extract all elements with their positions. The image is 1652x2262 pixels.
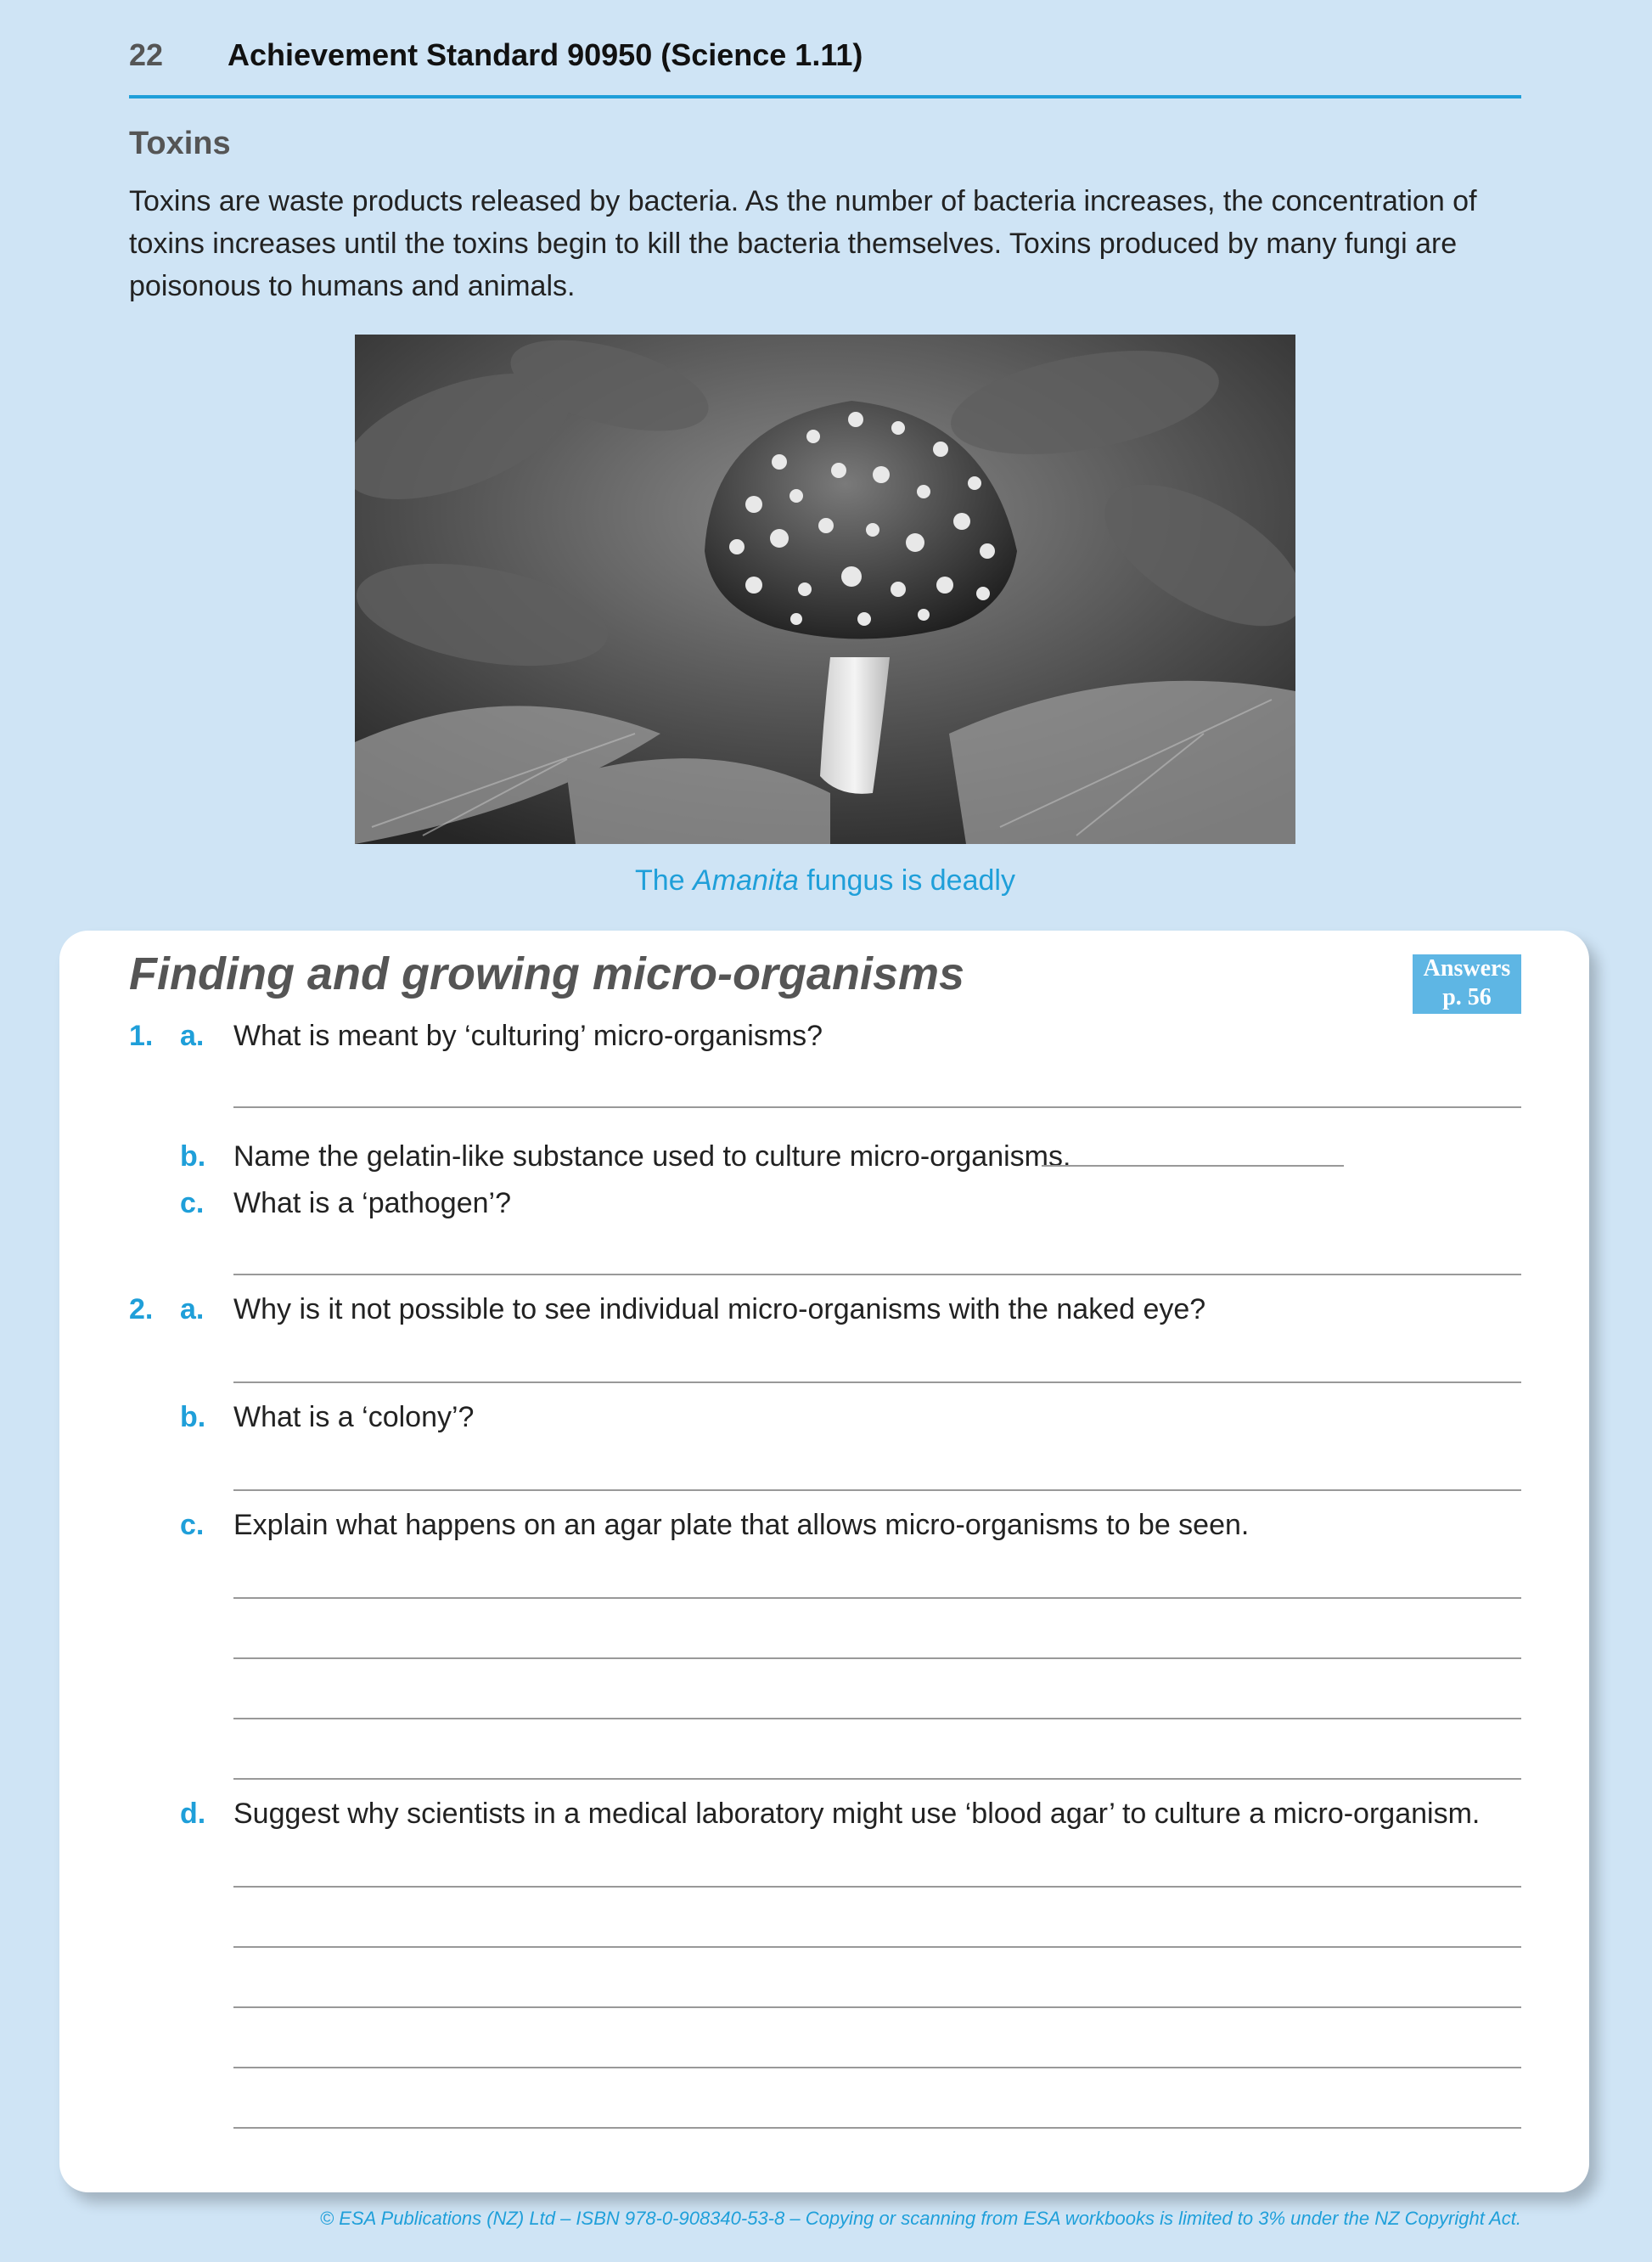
question-1a-text: What is meant by ‘culturing’ micro-organisms? [233,1020,823,1052]
answer-line-2d-3[interactable] [233,2006,1521,2008]
answers-label: Answers [1423,955,1511,982]
question-1c-text: What is a ‘pathogen’? [233,1187,511,1219]
answer-line-1a[interactable] [233,1106,1521,1108]
figure-caption [355,864,1295,897]
question-2b-text: What is a ‘colony’? [233,1401,475,1433]
answer-line-1b[interactable] [1042,1165,1344,1167]
question-2c-label: c. [180,1509,205,1541]
answer-line-2b[interactable] [233,1489,1521,1491]
answer-line-2c-2[interactable] [233,1657,1521,1659]
answer-line-1c[interactable] [233,1274,1521,1275]
answers-page: p. 56 [1442,984,1492,1010]
section-body: Toxins are waste products released by bacteria. As the number of bacteria increases, the concentration of toxins increases until the toxins begin to kill the bacteria themselves. Toxins produced by many fungi are poisonous to humans and animals. [129,185,1477,302]
amanita-mushroom-photo [355,335,1295,844]
answer-line-2c-4[interactable] [233,1778,1521,1780]
question-1-number: 1. [129,1020,154,1052]
question-2a-text: Why is it not possible to see individual micro-organisms with the naked eye? [233,1293,1206,1325]
question-2c-text: Explain what happens on an agar plate that allows micro-organisms to be seen. [233,1509,1250,1541]
caption-post: fungus is deadly [798,864,1015,897]
question-1b-text: Name the gelatin-like substance used to culture micro-organisms. [233,1140,1071,1173]
standard-title: Achievement Standard 90950 (Science 1.11) [228,37,863,72]
question-2a-label: a. [180,1293,205,1325]
question-2b-label: b. [180,1401,206,1433]
question-1a-label: a. [180,1020,205,1052]
activity-panel [59,931,1589,2192]
answer-line-2c-1[interactable] [233,1597,1521,1599]
activity-title: Finding and growing micro-organisms [129,948,965,999]
answer-line-2c-3[interactable] [233,1718,1521,1719]
question-2-number: 2. [129,1293,154,1325]
question-1c-label: c. [180,1187,205,1219]
answer-line-2a[interactable] [233,1381,1521,1383]
question-1b-label: b. [180,1140,206,1173]
answer-line-2d-4[interactable] [233,2067,1521,2068]
answers-badge [1413,954,1521,1014]
section-title: Toxins [129,126,231,161]
caption-italic: Amanita [693,864,799,897]
page-header [129,37,1521,98]
answer-line-2d-2[interactable] [233,1946,1521,1948]
page-number: 22 [129,37,164,72]
question-2d-label: d. [180,1798,206,1830]
copyright-footer: © ESA Publications (NZ) Ltd – ISBN 978-0-908340-53-8 – Copying or scanning from ESA workbooks is limited to 3% under the NZ Copyright Act. [319,2208,1521,2229]
answer-line-2d-1[interactable] [233,1886,1521,1888]
answer-line-2d-5[interactable] [233,2127,1521,2129]
question-2d-text: Suggest why scientists in a medical laboratory might use ‘blood agar’ to culture a micro-organism. [233,1798,1481,1830]
caption-pre: The [635,864,694,897]
